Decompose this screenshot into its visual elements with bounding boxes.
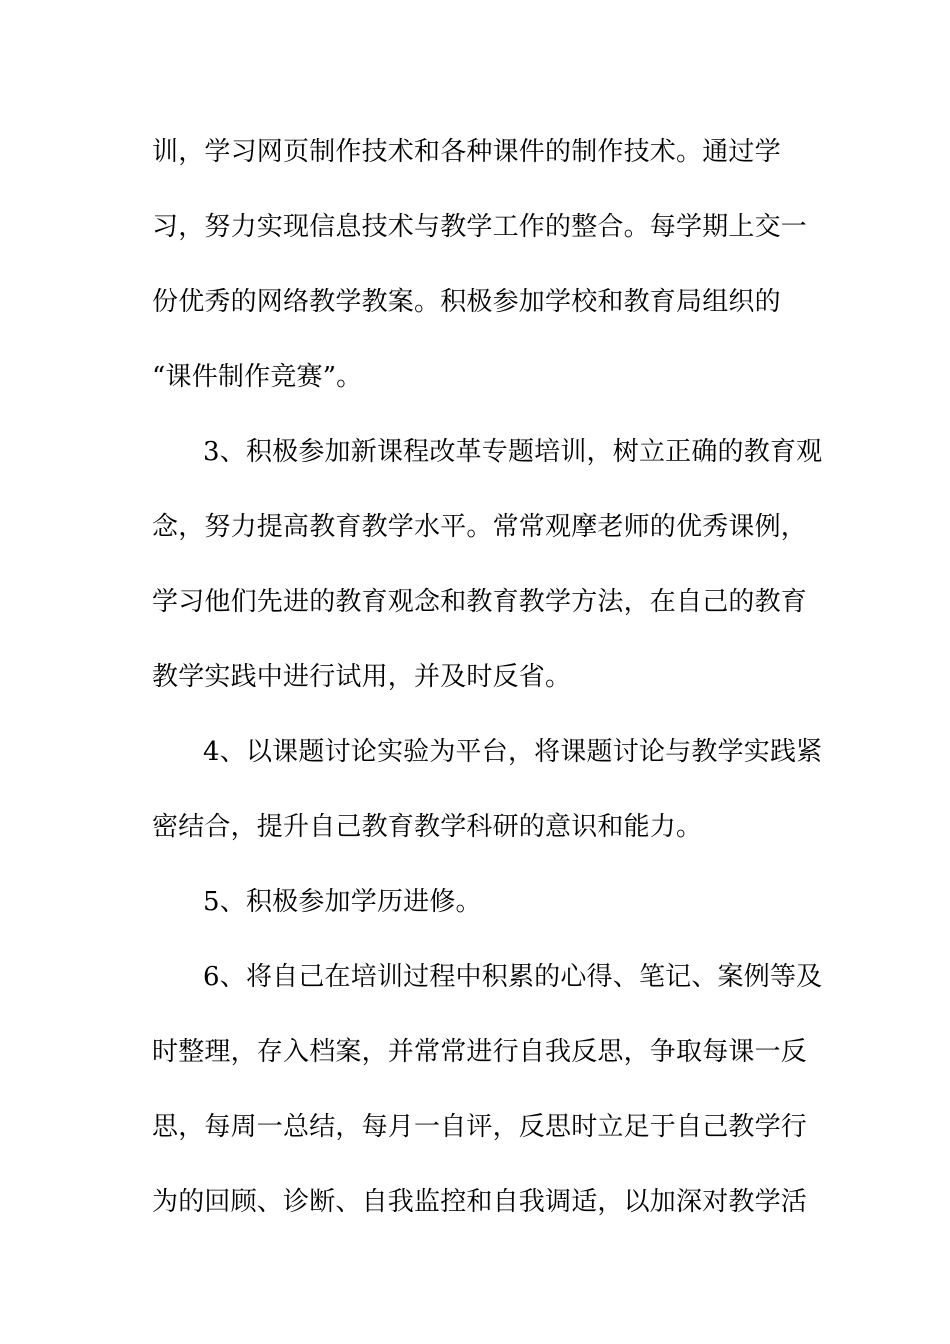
text-line: 训，学习网页制作技术和各种课件的制作技术。通过学 bbox=[152, 137, 781, 167]
paragraph-4-start: 4、以课题讨论实验为平台，将课题讨论与教学实践紧 bbox=[203, 737, 823, 767]
text-line: 习，努力实现信息技术与教学工作的整合。每学期上交一 bbox=[152, 212, 808, 242]
text-line: 份优秀的网络教学教案。积极参加学校和教育局组织的 bbox=[152, 287, 781, 317]
paragraph-3-start: 3、积极参加新课程改革专题培训，树立正确的教育观 bbox=[203, 437, 823, 467]
paragraph-5-start: 5、积极参加学历进修。 bbox=[203, 887, 482, 917]
text-line: “课件制作竞赛”。 bbox=[152, 362, 363, 392]
text-line: 时整理，存入档案，并常常进行自我反思，争取每课一反 bbox=[152, 1037, 808, 1067]
text-line: 念，努力提高教育教学水平。常常观摩老师的优秀课例， bbox=[152, 512, 808, 542]
text-line: 思，每周一总结，每月一自评，反思时立足于自己教学行 bbox=[152, 1112, 808, 1142]
text-line: 教学实践中进行试用，并及时反省。 bbox=[152, 662, 572, 692]
paragraph-6-start: 6、将自己在培训过程中积累的心得、笔记、案例等及 bbox=[203, 962, 823, 992]
text-line: 密结合，提升自己教育教学科研的意识和能力。 bbox=[152, 812, 703, 842]
text-line: 学习他们先进的教育观念和教育教学方法，在自己的教育 bbox=[152, 587, 808, 617]
text-line: 为的回顾、诊断、自我监控和自我调适，以加深对教学活 bbox=[152, 1187, 808, 1217]
